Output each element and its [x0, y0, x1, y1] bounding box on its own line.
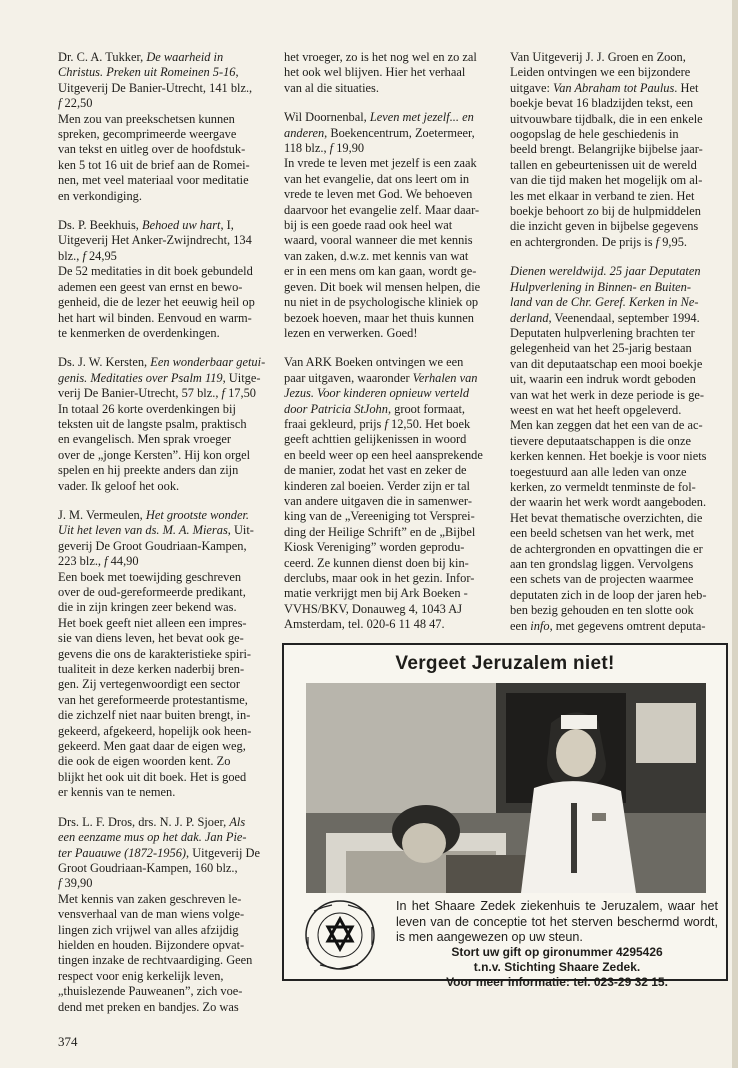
- text-line: vensverhaal van de man wiens volge-: [58, 907, 245, 922]
- text-line: Men kan zeggen dat het een van de ac-: [510, 418, 703, 433]
- text-line: Men zou van preekschetsen kunnen: [58, 111, 235, 126]
- text-line: nen, met veel materiaal voor meditatie: [58, 173, 249, 188]
- text-line: In totaal 26 korte overdenkingen bij: [58, 401, 236, 416]
- text-line: uitgave: Van Abraham tot Paulus. Het: [510, 80, 699, 95]
- page-number: 374: [58, 1034, 78, 1049]
- text-line: door Patricia StJohn, groot formaat,: [284, 401, 466, 416]
- text-line: J. M. Vermeulen, Het grootste wonder.: [58, 507, 250, 522]
- text-line: over de „jonge Kersten”. Hij kon orgel: [58, 447, 251, 462]
- text-line: ben bezig gehouden en ten slotte ook: [510, 603, 694, 618]
- text-line: Jezus. Voor kinderen opnieuw verteld: [284, 386, 470, 401]
- text-line: die in zijn kringen zeer bekend was.: [58, 600, 237, 615]
- text-line: dend met preken en bandjes. Zo was: [58, 999, 239, 1014]
- page-edge: [732, 0, 738, 1068]
- text-line: ken 5 tot 16 uit de brief aan de Romei-: [58, 157, 250, 172]
- text-line: en achtergronden. De prijs is f 9,95.: [510, 234, 688, 249]
- text-line: vader. Ik geloof het ook.: [58, 478, 180, 493]
- text-line: spelen en hij preekte anders dan zijn: [58, 463, 239, 478]
- text-line: het ook wel blijven. Hier het verhaal: [284, 65, 466, 80]
- column-2: [284, 50, 498, 647]
- column-3: [510, 50, 726, 648]
- text-line: land van de Chr. Geref. Kerken in Ne-: [510, 295, 699, 310]
- text-line: sie van diens leven, het bevat ook ge-: [58, 631, 244, 646]
- text-line: toegestuurd aan alle leden van onze: [510, 464, 687, 479]
- review-paragraph: [58, 218, 270, 341]
- text-line: vrede te leven met God. We behoeven: [284, 187, 473, 202]
- text-line: over de oud-gereformeerde predikant,: [58, 585, 246, 599]
- text-line: ter Pauauwe (1872-1956), Uitgeverij De: [58, 845, 260, 860]
- ad-headline: Vergeet Jeruzalem niet!: [395, 653, 615, 674]
- text-line: er in een mens om kan gaan, wordt ge-: [284, 264, 477, 279]
- text-line: kerken kennen. Het boekje is voor niets: [510, 449, 707, 464]
- text-line: derclubs, maar ook in het gezin. Infor-: [284, 571, 475, 585]
- text-line: Kiosk Vereniging” worden geprodu-: [284, 540, 465, 555]
- text-line: verij De Banier-Utrecht, 57 blz., f 17,50: [58, 386, 256, 401]
- text-line: boekje behoort zo bij de hulpmiddelen: [510, 204, 701, 219]
- text-line: geven. Dit boek wil mensen helpen, die: [284, 279, 481, 294]
- review-paragraph: [510, 264, 726, 634]
- ad-phone: Voor meer informatie: tel. 023-29 32 15.: [446, 975, 668, 989]
- ad-body-text: In het Shaare Zedek ziekenhuis te Jeruzalem, waar het leven van de conceptie tot het sterven beschermd wordt, is men aangewezen op uw steun.: [396, 899, 718, 944]
- review-paragraph: [58, 355, 270, 494]
- text-line: tievere deputaatschappen is die onze: [510, 433, 691, 448]
- text-line: van dit deputaatschap een mooi boekje: [510, 356, 703, 371]
- text-line: VVHS/BKV, Donauweg 4, 1043 AJ: [284, 601, 463, 616]
- advertisement: [282, 643, 728, 989]
- text-line: geverij De Groot Goudriaan-Kampen,: [58, 538, 247, 553]
- text-line: gekeerd, afgekeerd, hopelijk ook heen-: [58, 723, 252, 738]
- text-line: de achtergronden en opvattingen die er: [510, 541, 703, 556]
- text-line: Drs. L. F. Dros, drs. N. J. P. Sjoer, Als: [58, 814, 246, 829]
- text-line: „thuislezende Pauweanen”, zich voe-: [58, 984, 243, 999]
- text-line: Van ARK Boeken ontvingen we een: [284, 355, 464, 370]
- text-line: van tekst en uitleg over de hoofdstuk-: [58, 142, 246, 157]
- text-line: van andere uitgaven die in samenwer-: [284, 493, 472, 508]
- review-paragraph: [284, 50, 498, 96]
- text-line: van wat het werk in deze periode is ge-: [510, 387, 705, 402]
- text-line: daarvoor het evangelie zelf. Maar daar-: [284, 202, 480, 217]
- text-line: een beeld schetsen van het werk, met: [510, 526, 695, 541]
- text-line: Uitgeverij Het Anker-Zwijndrecht, 134: [58, 233, 252, 248]
- text-line: tallen en gebeurtenissen uit de wereld: [510, 157, 697, 172]
- text-line: die ook de eigen woorden kent. Zo: [58, 754, 231, 769]
- text-line: Ds. J. W. Kersten, Een wonderbaar getui-: [58, 355, 266, 370]
- text-line: matie verkrijgt men bij Ark Boeken -: [284, 586, 468, 601]
- text-line: lezen en verwerken. Goed!: [284, 325, 418, 340]
- text-line: Het boek geeft niet alleen een impres-: [58, 615, 247, 630]
- text-line: die zichzelf niet naar buiten brengt, in-: [58, 708, 251, 723]
- review-paragraph: [58, 50, 270, 204]
- ad-stichting: t.n.v. Stichting Shaare Zedek.: [473, 960, 641, 974]
- text-line: gekeerd. Men gaat daar de eigen weg,: [58, 739, 246, 754]
- text-line: uit, waarin een indruk wordt geboden: [510, 372, 696, 387]
- text-line: Amsterdam, tel. 020-6 11 48 47.: [284, 617, 445, 632]
- text-line: spreken, gecomprimeerde weergave: [58, 127, 237, 142]
- text-line: ceerd. Ze kunnen dienst doen bij kin-: [284, 555, 469, 570]
- text-line: bij is een goede raad ook heel wat: [284, 218, 453, 233]
- text-line: uitvouwbare tijdbalk, die in een enkele: [510, 111, 703, 126]
- text-line: Een boek met toewijding geschreven: [58, 569, 242, 584]
- text-line: gelegenheid van het 25-jarig bestaan: [510, 341, 692, 356]
- text-line: hielden en houden. Bijzondere opvat-: [58, 937, 245, 952]
- text-line: blijkt het ook uit dit boek. Het is goed: [58, 769, 247, 784]
- text-line: en verkondiging.: [58, 188, 142, 203]
- text-line: en beeld weer op een heel aansprekende: [284, 447, 483, 462]
- review-paragraph: [510, 50, 726, 250]
- text-line: genis. Meditaties over Psalm 119, Uitge-: [58, 370, 261, 385]
- text-line: van die tijd maken het mogelijk om al-: [510, 173, 703, 188]
- text-line: een info, met gegevens omtrent deputa-: [510, 618, 706, 633]
- text-line: gen. Zij vertegenwoordigt een sector: [58, 677, 241, 692]
- text-line: van het gereformeerde protestantisme,: [58, 692, 248, 707]
- text-line: van al die situaties.: [284, 80, 379, 95]
- review-paragraph: [284, 110, 498, 341]
- text-line: 118 blz., f 19,90: [284, 141, 365, 156]
- text-line: er kennis van te nemen.: [58, 785, 176, 800]
- text-line: van zaken, d.w.z. met kennis van wat: [284, 248, 469, 263]
- text-line: Van Uitgeverij J. J. Groen en Zoon,: [510, 50, 686, 64]
- text-line: Christus. Preken uit Romeinen 5-16,: [58, 65, 239, 80]
- text-line: respect voor enig kerkelijk leven,: [58, 968, 224, 983]
- text-line: een schets van de projecten waarmee: [510, 572, 694, 587]
- text-line: Het bevat thematische overzichten, die: [510, 510, 703, 525]
- text-line: kerken, zo vermeldt tenminste de fol-: [510, 479, 696, 494]
- text-line: les met elkaar in verband te zien. Het: [510, 188, 695, 203]
- text-line: Dienen wereldwijd. 25 jaar Deputaten: [510, 264, 701, 279]
- text-line: oogopslag de hele geschiedenis in: [510, 127, 679, 142]
- text-line: ding der Heilige Schrift” en de „Bijbel: [284, 524, 476, 539]
- review-paragraph: [284, 355, 498, 632]
- text-line: boekje bevat 16 bladzijden tekst, een: [510, 96, 694, 111]
- column-1: [58, 50, 270, 1029]
- text-line: paar uitgaven, waaronder Verhalen van: [284, 370, 478, 385]
- text-line: teksten uit de langste psalm, praktisch: [58, 416, 247, 431]
- ad-gironummer: Stort uw gift op gironummer 4295426: [451, 945, 663, 959]
- text-line: deputaten zich in de loop der jaren heb-: [510, 587, 707, 602]
- text-line: het vroeger, zo is het nog wel en zo zal: [284, 50, 477, 64]
- text-line: tingen inzake de rechtvaardiging. Geen: [58, 953, 253, 968]
- text-line: 223 blz., f 44,90: [58, 554, 139, 569]
- text-line: genheid, die de lezer het eeuwig heil op: [58, 295, 255, 310]
- text-line: ademen een geest van ernst en bewo-: [58, 279, 243, 294]
- text-line: het hart wil binden. Eenvoud en warm-: [58, 310, 252, 325]
- text-line: kinderen zal boeien. Verder zijn er tal: [284, 478, 470, 493]
- text-line: die inzicht geven in bijbelse gegevens: [510, 219, 699, 234]
- text-line: In vrede te leven met jezelf is een zaak: [284, 156, 477, 171]
- text-line: Uitgeverij De Banier-Utrecht, 141 blz.,: [58, 80, 253, 95]
- review-paragraph: [58, 508, 270, 801]
- text-line: gevens die ons de karakteristieke spiri-: [58, 646, 252, 661]
- text-line: Deputaten hulpverlening brachten ter: [510, 325, 695, 340]
- text-line: derland, Veenendaal, september 1994.: [510, 310, 700, 325]
- text-line: Hulpverlening in Binnen- en Buiten-: [510, 279, 691, 294]
- text-line: nu niet in de psychologische kliniek op: [284, 295, 479, 310]
- text-line: De 52 meditaties in dit boek gebundeld: [58, 264, 253, 279]
- text-line: Ds. P. Beekhuis, Behoed uw hart, I,: [58, 218, 234, 233]
- text-line: geeft achttien gelijkenissen in woord: [284, 432, 467, 447]
- text-line: beeld brengt. Belangrijke bijbelse jaar-: [510, 142, 703, 157]
- text-line: en evangelisch. Men sprak vroeger: [58, 432, 232, 447]
- text-line: f 39,90: [58, 876, 93, 891]
- hospital-photo: [306, 683, 706, 893]
- text-line: Met kennis van zaken geschreven le-: [58, 891, 242, 906]
- text-line: weest en wat het heeft opgeleverd.: [510, 402, 682, 417]
- text-line: Wil Doornenbal, Leven met jezelf... en: [284, 110, 474, 125]
- text-line: f 22,50: [58, 96, 93, 111]
- text-line: Groot Goudriaan-Kampen, 160 blz.,: [58, 860, 238, 875]
- text-line: lingen zich vrijwel van alles afzijdig: [58, 922, 239, 937]
- text-line: blz., f 24,95: [58, 248, 117, 263]
- review-paragraph: [58, 815, 270, 1015]
- text-line: te kenmerken de overdenkingen.: [58, 325, 220, 340]
- text-line: bezoek hoeven, maar het thuis kunnen: [284, 310, 474, 325]
- text-line: king van de „Vereeniging tot Versprei-: [284, 509, 475, 524]
- text-line: tualiteit in deze kerken naderbij bren-: [58, 662, 245, 677]
- text-line: der waarin het werk wordt aangeboden.: [510, 495, 707, 510]
- text-line: een eenzame mus op het dak. Jan Pie-: [58, 830, 247, 845]
- text-line: de manier, zodat het vast en zeker de: [284, 463, 467, 478]
- text-line: Leiden ontvingen we een bijzondere: [510, 65, 691, 80]
- text-line: aan ten grondslag liggen. Vervolgens: [510, 557, 694, 571]
- shaare-zedek-logo: [298, 897, 382, 973]
- text-line: waard, vooral wanneer die met kennis: [284, 233, 473, 248]
- text-line: van het evangelie, dat ons leert om in: [284, 171, 470, 186]
- ad-donation-info: [396, 945, 718, 990]
- text-line: fraai gekleurd, prijs f 12,50. Het boek: [284, 416, 471, 431]
- text-line: Uit het leven van ds. M. A. Mieras, Uit-: [58, 523, 254, 538]
- text-line: anderen, Boekencentrum, Zoetermeer,: [284, 125, 475, 140]
- text-line: Dr. C. A. Tukker, De waarheid in: [58, 50, 224, 64]
